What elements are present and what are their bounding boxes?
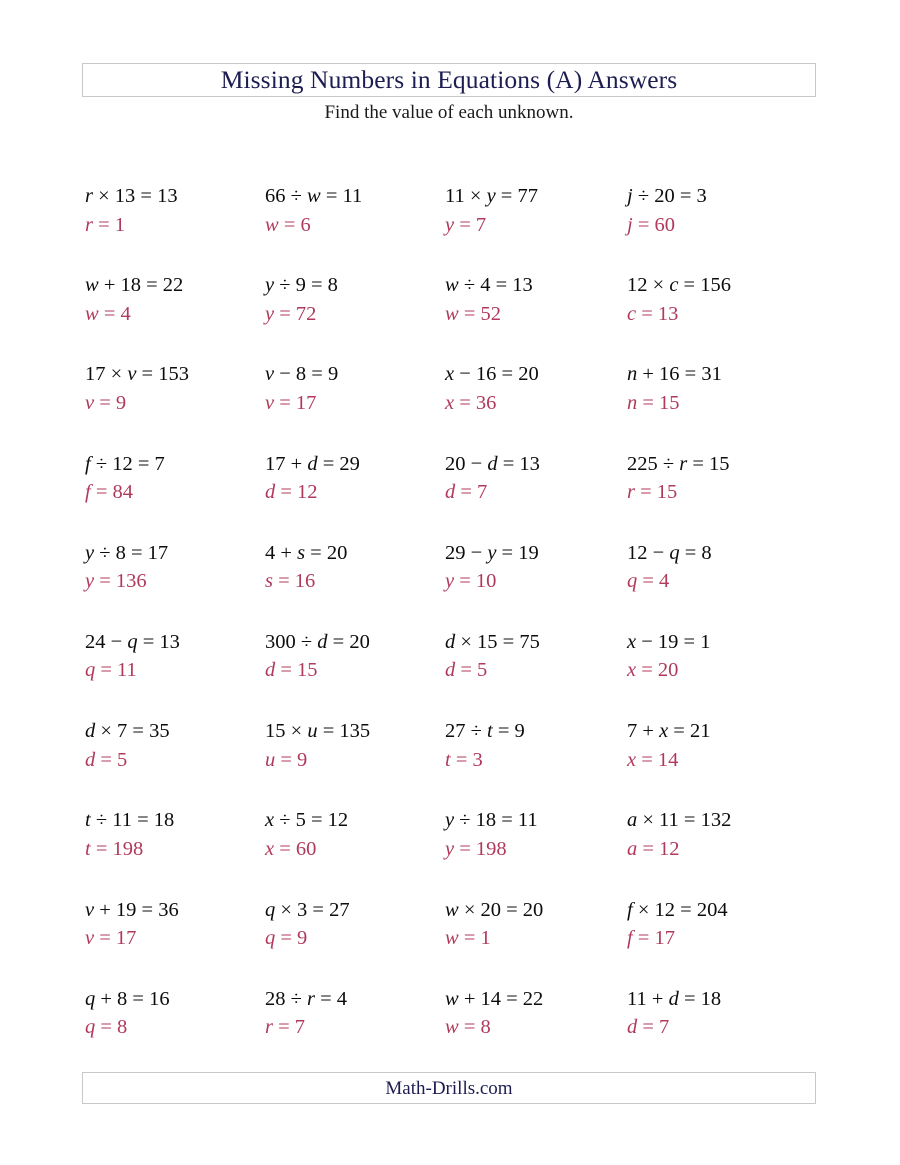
problem-cell: [85, 721, 263, 771]
equation-text: j ÷ 20 = 3: [627, 185, 707, 207]
problem-cell: [85, 275, 263, 325]
problem-cell: [445, 721, 623, 771]
problem-cell: [627, 275, 805, 325]
problem-cell: [265, 721, 443, 771]
problem-cell: [445, 900, 623, 950]
problem-cell: [85, 810, 263, 860]
problem-cell: [85, 900, 263, 950]
equation-text: 12 × c = 156: [627, 274, 731, 297]
problem-row: [85, 632, 825, 721]
answer-text: d = 7: [627, 1016, 670, 1039]
page-title: Missing Numbers in Equations (A) Answers: [220, 65, 678, 95]
equation-text: q × 3 = 27: [265, 898, 350, 921]
equation-text: y ÷ 9 = 8: [265, 274, 338, 297]
equation-text: 300 ÷ d = 20: [265, 630, 370, 653]
problem-row: [85, 454, 825, 543]
problem-cell: [85, 543, 263, 593]
equation-text: 11 + d = 18: [627, 987, 722, 1010]
answer-text: d = 5: [85, 748, 128, 771]
equation-text: y ÷ 18 = 11: [445, 809, 538, 832]
problem-row: [85, 989, 825, 1078]
problem-cell: [85, 989, 263, 1039]
answer-text: r = 1: [85, 213, 126, 236]
answer-text: d = 7: [445, 481, 488, 504]
problem-cell: [627, 186, 805, 236]
answer-text: q = 9: [265, 927, 308, 950]
answer-text: d = 12: [265, 481, 318, 504]
answer-text: w = 4: [85, 302, 131, 325]
answer-text: w = 8: [445, 1016, 491, 1039]
problem-cell: [627, 632, 805, 682]
answer-text: q = 11: [85, 659, 137, 682]
equation-text: w ÷ 4 = 13: [445, 274, 533, 297]
answer-text: c = 13: [627, 302, 679, 325]
equation-text: r × 13 = 13: [85, 185, 178, 207]
answer-text: t = 3: [445, 748, 483, 771]
worksheet-title-box: [82, 63, 816, 97]
problem-cell: [445, 810, 623, 860]
answer-text: t = 198: [85, 837, 144, 860]
equation-text: x − 19 = 1: [627, 630, 711, 653]
equation-text: w + 14 = 22: [445, 987, 544, 1010]
equation-text: x ÷ 5 = 12: [265, 809, 349, 832]
problem-cell: [627, 543, 805, 593]
problem-cell: [265, 454, 443, 504]
answer-text: j = 60: [627, 213, 676, 236]
equation-text: 7 + x = 21: [627, 720, 711, 743]
equation-text: 17 + d = 29: [265, 452, 360, 475]
problem-cell: [85, 186, 263, 236]
problem-cell: [445, 364, 623, 414]
problem-row: [85, 810, 825, 899]
answer-text: u = 9: [265, 748, 308, 771]
problem-row: [85, 186, 825, 275]
problem-cell: [265, 900, 443, 950]
problem-cell: [85, 632, 263, 682]
equation-text: 225 ÷ r = 15: [627, 452, 730, 475]
answer-text: q = 4: [627, 570, 670, 593]
equation-text: d × 15 = 75: [445, 630, 540, 653]
equation-text: x − 16 = 20: [445, 363, 539, 386]
equation-text: 27 ÷ t = 9: [445, 720, 525, 743]
problem-row: [85, 275, 825, 364]
footer-attribution: Math-Drills.com: [385, 1077, 513, 1099]
answer-text: n = 15: [627, 391, 680, 414]
answer-text: v = 17: [85, 927, 137, 950]
equation-text: 28 ÷ r = 4: [265, 987, 348, 1010]
answer-text: w = 52: [445, 302, 501, 325]
problem-cell: [627, 810, 805, 860]
problem-cell: [445, 275, 623, 325]
answer-text: y = 10: [445, 570, 497, 593]
equation-text: 66 ÷ w = 11: [265, 185, 363, 207]
answer-text: d = 15: [265, 659, 318, 682]
answer-text: y = 7: [445, 213, 487, 236]
answer-text: a = 12: [627, 837, 680, 860]
equation-text: d × 7 = 35: [85, 720, 170, 743]
problem-cell: [445, 454, 623, 504]
answer-text: x = 36: [445, 391, 497, 414]
answer-text: q = 8: [85, 1016, 128, 1039]
answer-text: x = 14: [627, 748, 679, 771]
equation-text: w + 18 = 22: [85, 274, 184, 297]
answer-text: w = 6: [265, 213, 311, 236]
answer-text: v = 17: [265, 391, 317, 414]
problem-row: [85, 900, 825, 989]
equation-text: v − 8 = 9: [265, 363, 339, 386]
answer-text: x = 20: [627, 659, 679, 682]
equation-text: y ÷ 8 = 17: [85, 541, 169, 564]
problem-cell: [265, 275, 443, 325]
answer-text: s = 16: [265, 570, 316, 593]
problem-cell: [265, 810, 443, 860]
answer-text: v = 9: [85, 391, 127, 414]
problem-cell: [265, 543, 443, 593]
problem-cell: [265, 186, 443, 236]
equation-text: 29 − y = 19: [445, 541, 539, 564]
equation-text: n + 16 = 31: [627, 363, 722, 386]
problem-cell: [445, 543, 623, 593]
problem-cell: [265, 989, 443, 1039]
problem-cell: [265, 632, 443, 682]
answer-text: r = 7: [265, 1016, 306, 1039]
equation-text: v + 19 = 36: [85, 898, 179, 921]
problem-grid: [85, 186, 825, 1078]
answer-text: y = 136: [85, 570, 147, 593]
problem-row: [85, 364, 825, 453]
problem-cell: [85, 454, 263, 504]
problem-cell: [265, 364, 443, 414]
problem-cell: [627, 721, 805, 771]
equation-text: f ÷ 12 = 7: [85, 452, 165, 475]
problem-cell: [445, 186, 623, 236]
equation-text: 11 × y = 77: [445, 185, 538, 207]
answer-text: f = 84: [85, 481, 134, 504]
answer-text: w = 1: [445, 927, 491, 950]
problem-cell: [627, 989, 805, 1039]
problem-cell: [85, 364, 263, 414]
problem-row: [85, 543, 825, 632]
answer-text: d = 5: [445, 659, 488, 682]
problem-cell: [445, 632, 623, 682]
answer-text: y = 198: [445, 837, 507, 860]
equation-text: 17 × v = 153: [85, 363, 189, 386]
equation-text: f × 12 = 204: [627, 898, 728, 921]
equation-text: w × 20 = 20: [445, 898, 544, 921]
answer-text: y = 72: [265, 302, 317, 325]
problem-row: [85, 721, 825, 810]
equation-text: 15 × u = 135: [265, 720, 371, 743]
equation-text: t ÷ 11 = 18: [85, 809, 175, 832]
problem-cell: [627, 364, 805, 414]
problem-cell: [445, 989, 623, 1039]
problem-cell: [627, 454, 805, 504]
equation-text: 20 − d = 13: [445, 452, 540, 475]
equation-text: q + 8 = 16: [85, 987, 170, 1010]
answer-text: f = 17: [627, 927, 676, 950]
answer-text: x = 60: [265, 837, 317, 860]
equation-text: 24 − q = 13: [85, 630, 180, 653]
equation-text: 4 + s = 20: [265, 541, 348, 564]
worksheet-instructions: Find the value of each unknown.: [324, 102, 574, 123]
equation-text: a × 11 = 132: [627, 809, 732, 832]
answer-text: r = 15: [627, 481, 678, 504]
worksheet-footer-box: [82, 1072, 816, 1104]
problem-cell: [627, 900, 805, 950]
equation-text: 12 − q = 8: [627, 541, 712, 564]
